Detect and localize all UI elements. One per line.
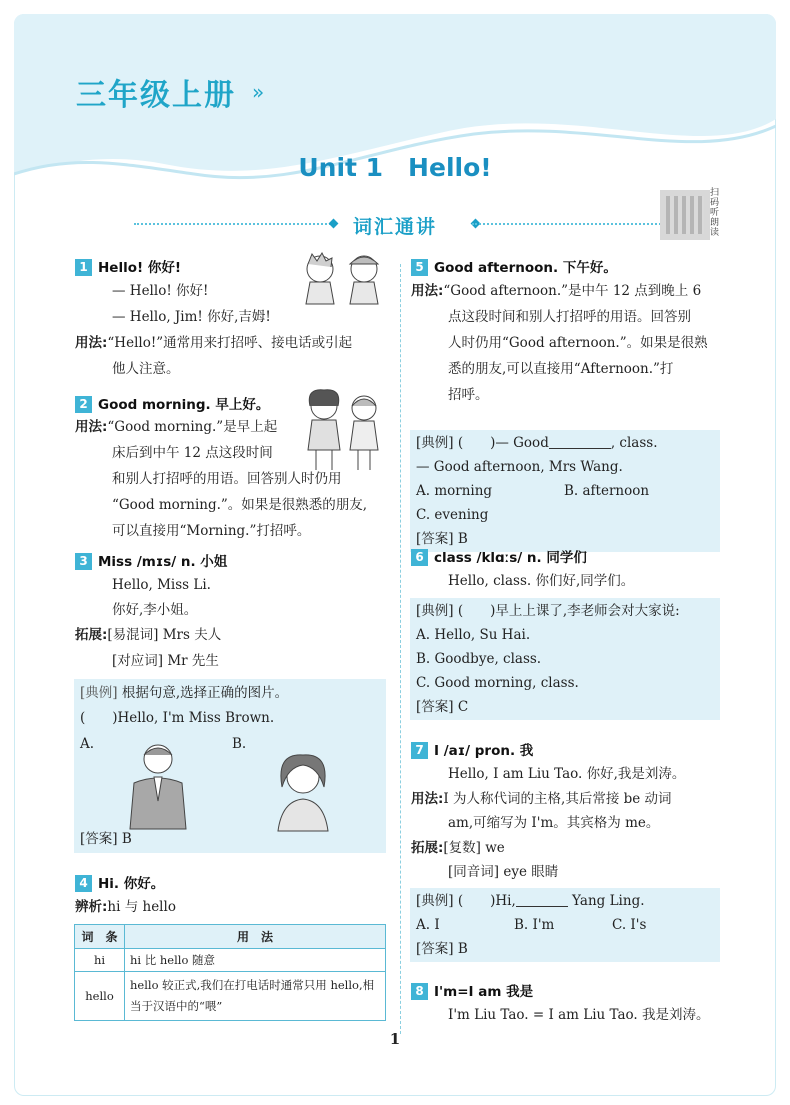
item-number: 2 (75, 396, 92, 413)
usage-line: am,可缩写为 I'm。其宾格为 me。 (448, 815, 660, 831)
table-header: 用 法 (125, 925, 386, 949)
usage-line: 可以直接用“Morning.”打招呼。 (112, 523, 311, 539)
extension-label: 拓展: (75, 627, 108, 643)
example-question: ( )Hello, I'm Miss Brown. (80, 710, 275, 726)
extension-line (411, 835, 505, 861)
example-question (416, 889, 645, 913)
option-b[interactable]: B. I'm (514, 917, 555, 933)
item-heading-text: class /klɑːs/ n. 同学们 (434, 550, 587, 566)
option-a[interactable]: A. Hello, Su Hai. (416, 627, 531, 643)
section-divider-right (472, 223, 672, 225)
table-row (75, 949, 386, 972)
item-heading-text: Good morning. 早上好。 (98, 397, 270, 413)
answer-line: [答案] B (416, 531, 468, 547)
woman-picture (268, 747, 338, 833)
usage-label: 用法: (411, 791, 444, 807)
item-heading-7 (411, 739, 533, 759)
usage-line: 招呼。 (448, 387, 489, 403)
grade-title: 三年级上册 (76, 78, 236, 113)
usage-line (411, 278, 701, 304)
item-heading-5 (411, 256, 617, 276)
option-a[interactable]: A. morning (416, 483, 493, 499)
table-cell: hi 比 hello 随意 (125, 949, 386, 972)
example-tag: [典例] (80, 685, 118, 701)
usage-text: “Hello!”通常用来打招呼、接电话或引起 (107, 335, 353, 351)
item-number: 5 (411, 259, 428, 276)
usage-line (411, 786, 672, 812)
analysis-text: hi 与 hello (107, 899, 176, 915)
item-heading-text: I /aɪ/ pron. 我 (434, 743, 534, 759)
item-number: 7 (411, 742, 428, 759)
answer-blank[interactable] (549, 435, 611, 449)
analysis-line (75, 894, 176, 920)
example-box (74, 679, 386, 853)
item-heading-text: Good afternoon. 下午好。 (434, 260, 617, 276)
table-cell: hello 较正式,我们在打电话时通常只用 hello,相当于汉语中的“喂” (125, 972, 386, 1021)
answer-line: [答案] C (416, 699, 469, 715)
usage-text: “Good morning.”是早上起 (107, 419, 278, 435)
item-heading-text: Miss /mɪs/ n. 小姐 (98, 554, 228, 570)
man-picture (122, 739, 194, 831)
option-b[interactable]: B. (232, 736, 247, 752)
usage-line (75, 414, 277, 440)
dialogue-line: — Hello, Jim! 你好,吉姆! (112, 309, 271, 325)
example-box (410, 430, 720, 552)
item-number: 8 (411, 983, 428, 1000)
grade-arrow-icon: » (252, 80, 265, 104)
analysis-label: 辨析: (75, 899, 108, 915)
option-a[interactable]: A. (80, 736, 95, 752)
extension-line (75, 622, 221, 648)
example-question (416, 431, 658, 455)
answer-line: [答案] B (80, 831, 132, 847)
usage-line: 人时仍用“Good afternoon.”。如果是很熟 (448, 335, 708, 351)
example-prompt (80, 681, 288, 705)
item-heading-8 (411, 980, 533, 1000)
item-heading-text: Hello! 你好! (98, 260, 181, 276)
dialogue-line: — Hello! 你好! (112, 283, 209, 299)
example-sentence: Hello, Miss Li. (112, 577, 211, 593)
usage-text: “Good afternoon.”是中午 12 点到晚上 6 (443, 283, 702, 299)
table-cell: hi (75, 949, 125, 972)
option-b[interactable]: B. Goodbye, class. (416, 651, 542, 667)
usage-line: 点这段时间和别人打招呼的用语。回答别 (448, 309, 691, 325)
girls-illustration (302, 388, 388, 474)
extension-line: [对应词] Mr 先生 (112, 653, 219, 669)
page (14, 14, 776, 1096)
answer-blank[interactable] (516, 893, 568, 907)
option-c[interactable]: C. I's (612, 917, 647, 933)
example-text: , class. (610, 435, 658, 451)
item-heading-6 (411, 546, 587, 566)
comparison-table (74, 924, 386, 1021)
usage-line: 和别人打招呼的用语。回答别人时仍用 (112, 471, 342, 487)
boys-illustration (298, 252, 388, 308)
extension-text: [易混词] Mrs 夫人 (107, 627, 222, 643)
example-box (410, 598, 720, 720)
usage-label: 用法: (75, 419, 108, 435)
extension-line: [同音词] eye 眼睛 (448, 864, 559, 880)
item-heading-text: I'm=I am 我是 (434, 984, 534, 1000)
example-sentence: I'm Liu Tao. = I am Liu Tao. 我是刘涛。 (448, 1007, 710, 1023)
usage-line (75, 330, 352, 356)
item-heading-text: Hi. 你好。 (98, 876, 165, 892)
table-header: 词 条 (75, 925, 125, 949)
usage-label: 用法: (75, 335, 108, 351)
option-c[interactable]: C. Good morning, class. (416, 675, 579, 691)
usage-line: 悉的朋友,可以直接用“Afternoon.”打 (448, 361, 674, 377)
section-title: 词汇通讲 (352, 216, 437, 238)
table-header-row (75, 925, 386, 949)
example-text: [典例] ( )Hi, (416, 893, 516, 909)
page-number: 1 (389, 1030, 401, 1048)
item-heading-4 (75, 872, 164, 892)
table-cell: hello (75, 972, 125, 1021)
example-text: Yang Ling. (572, 893, 645, 909)
example-text: [典例] ( )— Good (416, 435, 549, 451)
example-box (410, 888, 720, 962)
item-number: 3 (75, 553, 92, 570)
answer-line: [答案] B (416, 941, 468, 957)
example-question: [典例] ( )早上上课了,李老师会对大家说: (416, 603, 680, 619)
item-number: 1 (75, 259, 92, 276)
usage-label: 用法: (411, 283, 444, 299)
example-prompt-text: 根据句意,选择正确的图片。 (121, 685, 289, 701)
item-heading-3 (75, 550, 227, 570)
table-row (75, 972, 386, 1021)
option-b[interactable]: B. afternoon (564, 483, 650, 499)
qr-code[interactable] (660, 190, 710, 240)
item-heading-2 (75, 393, 269, 413)
item-number: 4 (75, 875, 92, 892)
qr-label: 扫码听朗读 (710, 188, 720, 238)
unit-title: Unit 1 Hello! (298, 153, 492, 182)
example-response: — Good afternoon, Mrs Wang. (416, 459, 623, 475)
item-number: 6 (411, 549, 428, 566)
option-a[interactable]: A. I (416, 917, 440, 933)
usage-line: 床后到中午 12 点这段时间 (112, 445, 273, 461)
extension-label: 拓展: (411, 840, 444, 856)
usage-text: I 为人称代词的主格,其后常接 be 动词 (443, 791, 672, 807)
column-divider (400, 264, 401, 1034)
usage-line: 他人注意。 (112, 361, 180, 377)
example-sentence: Hello, I am Liu Tao. 你好,我是刘涛。 (448, 766, 686, 782)
example-sentence: Hello, class. 你们好,同学们。 (448, 573, 635, 589)
extension-text: [复数] we (443, 840, 505, 856)
example-translation: 你好,李小姐。 (112, 602, 198, 618)
item-heading-1 (75, 256, 181, 276)
option-c[interactable]: C. evening (416, 507, 489, 523)
usage-line: “Good morning.”。如果是很熟悉的朋友, (112, 497, 368, 513)
